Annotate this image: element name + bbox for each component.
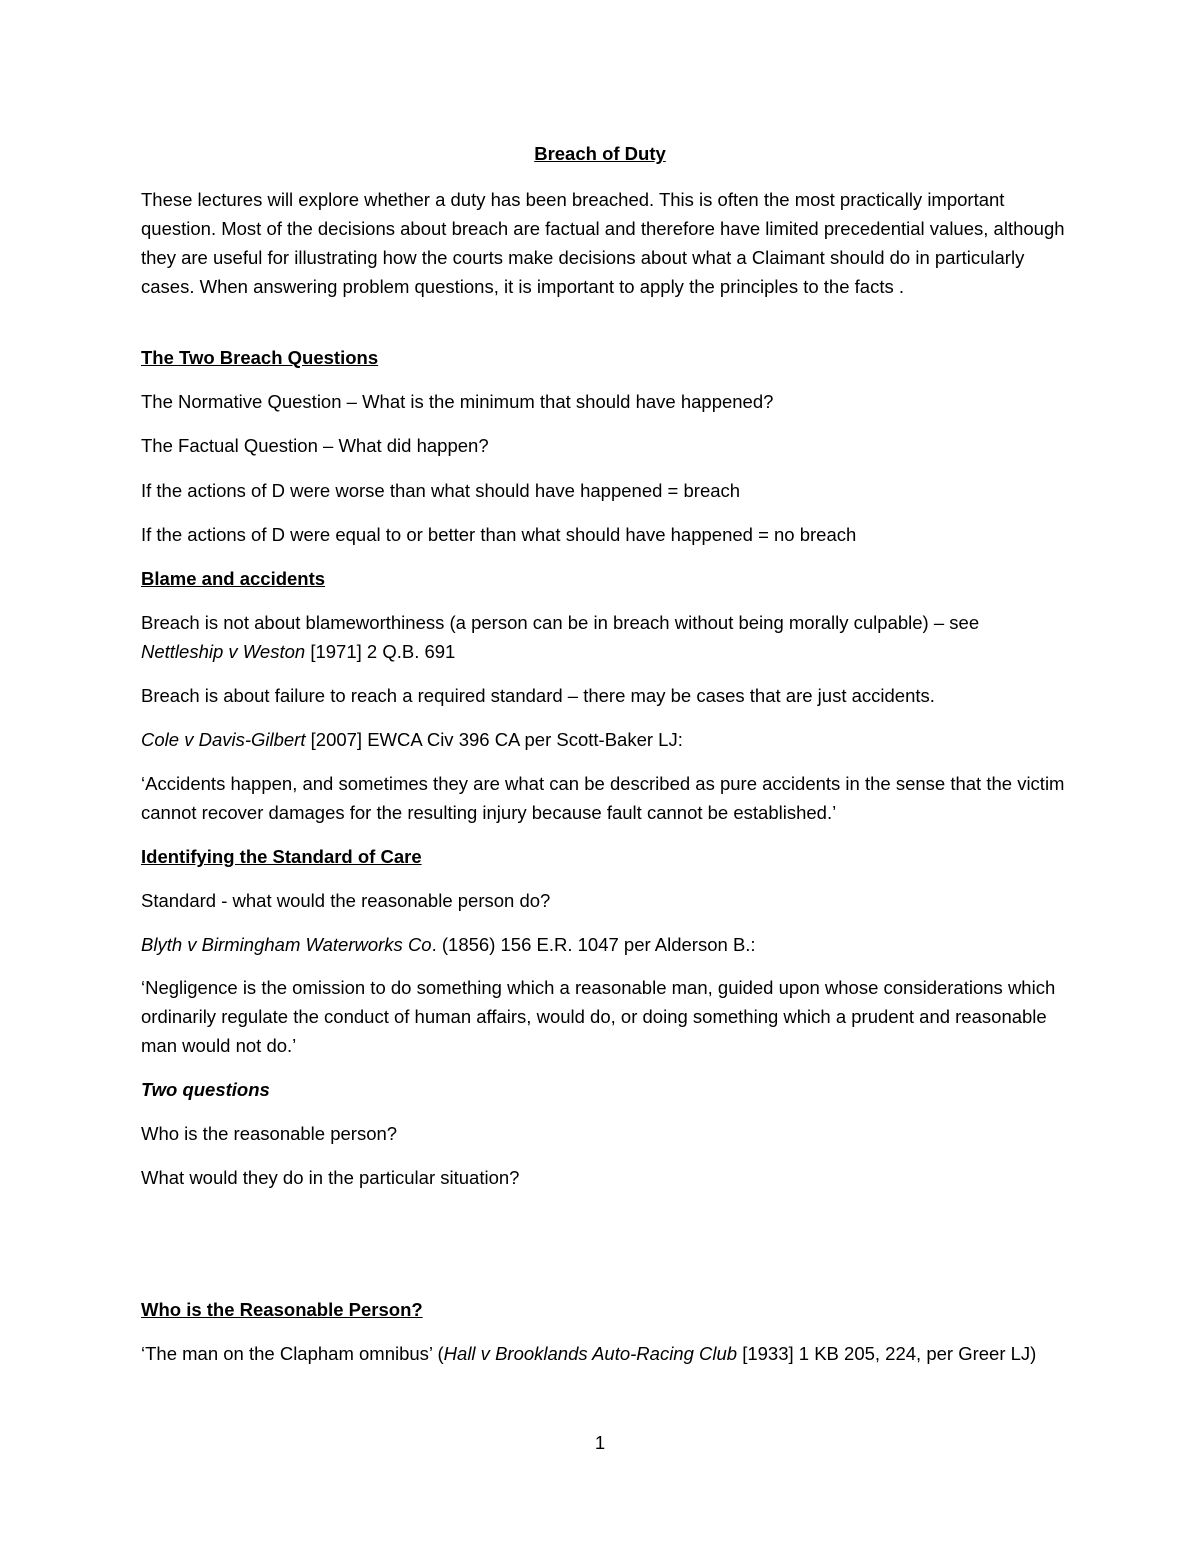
hall-citation: [1933] 1 KB 205, 224, per Greer LJ) — [737, 1343, 1037, 1364]
blyth-case-line — [141, 930, 1066, 959]
document-title: Breach of Duty — [534, 143, 666, 164]
blameworthiness-paragraph — [141, 608, 1066, 666]
blyth-case-name: Blyth v Birmingham Waterworks Co — [141, 934, 432, 955]
nettleship-citation: [1971] 2 Q.B. 691 — [305, 641, 456, 662]
cole-quote: ‘Accidents happen, and sometimes they are what can be described as pure accidents in the sense that the victim cannot recover damages for the resulting injury because fault cannot be established.’ — [141, 773, 1065, 823]
failure-standard-paragraph: Breach is about failure to reach a required standard – there may be cases that are just accidents. — [141, 685, 935, 706]
two-questions-subheading: Two questions — [141, 1079, 270, 1100]
worse-rule: If the actions of D were worse than what should have happened = breach — [141, 480, 741, 501]
clapham-paragraph — [141, 1339, 1066, 1368]
blameworthiness-text: Breach is not about blameworthiness (a person can be in breach without being morally culpable) – see — [141, 612, 980, 633]
cole-case-line — [141, 725, 1066, 754]
blyth-quote: ‘Negligence is the omission to do something which a reasonable man, guided upon whose considerations which ordinarily regulate the conduct of human affairs, would do, or doing something which a prudent and reasonable man would not do.’ — [141, 977, 1056, 1056]
heading-two-breach-questions: The Two Breach Questions — [141, 347, 379, 368]
nettleship-case-name: Nettleship v Weston — [141, 641, 306, 662]
blyth-citation: . (1856) 156 E.R. 1047 per Alderson B.: — [431, 934, 756, 955]
question-two: What would they do in the particular situation? — [141, 1167, 520, 1188]
normative-question: The Normative Question – What is the minimum that should have happened? — [141, 391, 774, 412]
heading-blame-and-accidents: Blame and accidents — [141, 568, 326, 589]
equal-rule: If the actions of D were equal to or better than what should have happened = no breach — [141, 524, 857, 545]
heading-reasonable-person: Who is the Reasonable Person? — [141, 1299, 423, 1320]
hall-case-name: Hall v Brooklands Auto-Racing Club — [443, 1343, 738, 1364]
cole-citation: [2007] EWCA Civ 396 CA per Scott-Baker LJ: — [305, 729, 683, 750]
cole-case-name: Cole v Davis-Gilbert — [141, 729, 306, 750]
heading-identifying-standard: Identifying the Standard of Care — [141, 846, 422, 867]
factual-question: The Factual Question – What did happen? — [141, 435, 489, 456]
standard-line: Standard - what would the reasonable person do? — [141, 890, 551, 911]
intro-paragraph: These lectures will explore whether a duty has been breached. This is often the most practically important question. Most of the decisions about breach are factual and therefore have limited precedential values, although they are useful for illustrating how the courts make decisions about what a Claimant should do in particularly cases. When answering problem questions, it is important to apply the principles to the facts . — [141, 189, 1065, 297]
page-number: 1 — [594, 1432, 606, 1453]
clapham-quote: ‘The man on the Clapham omnibus’ ( — [141, 1343, 444, 1364]
question-one: Who is the reasonable person? — [141, 1123, 398, 1144]
